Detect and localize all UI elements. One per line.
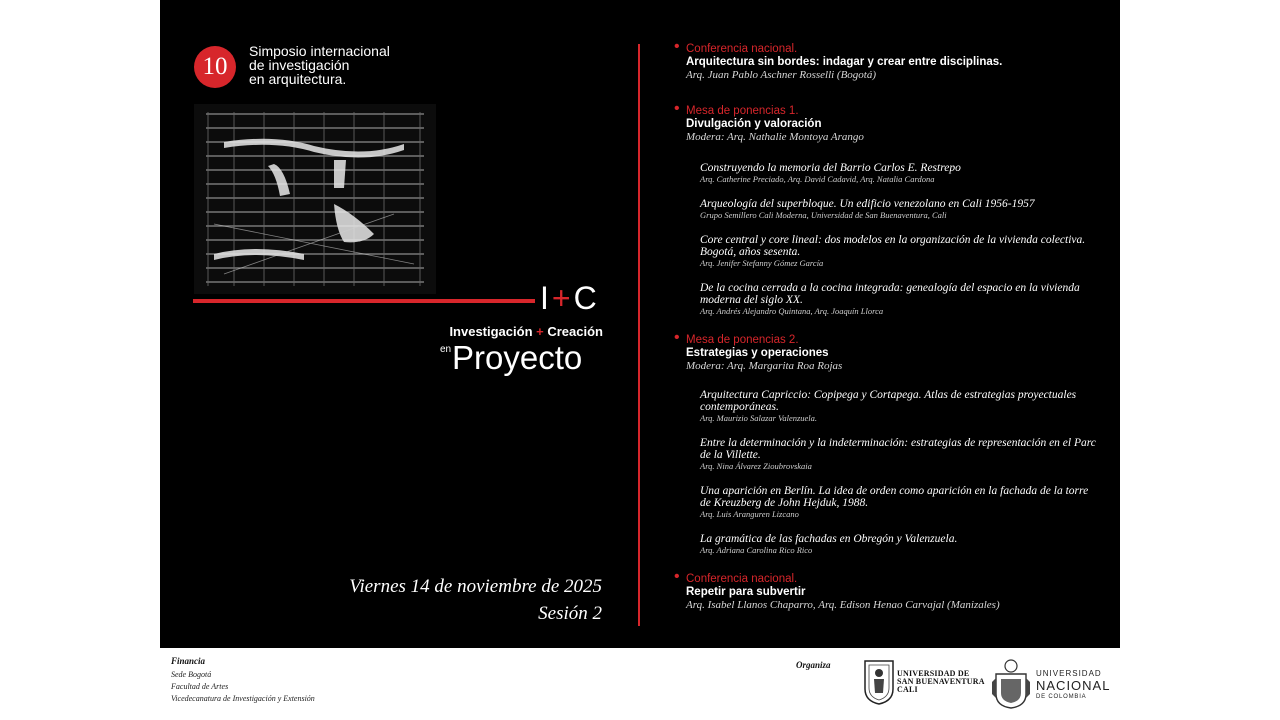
category-label: [674, 38, 1106, 56]
bullet-icon: •: [674, 568, 680, 585]
list-item: [700, 198, 1100, 221]
list-item: [700, 389, 1100, 424]
category-text: Conferencia nacional.: [686, 573, 798, 585]
category-text: Mesa de ponencias 2.: [686, 334, 799, 346]
conference-block-2: [674, 568, 1106, 612]
paper-authors: Arq. Jenifer Stefanny Gómez García: [700, 258, 824, 268]
vertical-red-divider: [638, 44, 640, 626]
ic-logo: [540, 280, 598, 316]
organiza-label: Organiza: [796, 660, 831, 670]
paper-title: La gramática de las fachadas en Obregón y Valenzuela.: [700, 533, 958, 545]
event-session: Sesión 2: [538, 603, 602, 624]
unal-name-line: DE COLOMBIA: [1036, 694, 1087, 700]
financia-line: Vicedecanatura de Investigación y Extensión: [171, 694, 315, 703]
unal-name-line: NACIONAL: [1036, 678, 1111, 693]
panel-block-1: [674, 100, 1106, 144]
speaker: Arq. Juan Pablo Aschner Rosselli (Bogotá): [686, 69, 877, 81]
session-title: Estrategias y operaciones: [686, 347, 829, 359]
symposium-title-line: de investigación: [249, 57, 350, 73]
paper-title: Una aparición en Berlín. La idea de orden como aparición en la fachada de la torre de Kreuzberg de John Hejduk, 1988.: [700, 485, 1089, 509]
paper-title: Construyendo la memoria del Barrio Carlos E. Restrepo: [700, 162, 961, 174]
session-title: Divulgación y valoración: [686, 118, 822, 130]
unal-name-line: UNIVERSIDAD: [1036, 669, 1102, 678]
list-item: [700, 234, 1100, 269]
paper-authors: Arq. Luis Aranguren Lizcano: [700, 509, 799, 519]
financia-line: Facultad de Artes: [171, 682, 229, 691]
category-text: Conferencia nacional.: [686, 43, 798, 55]
ic-subtitle-plus: +: [536, 324, 544, 339]
proyecto-title: Proyecto: [452, 339, 583, 376]
ic-subtitle-creacion: Creación: [547, 324, 603, 339]
symposium-title: [249, 44, 439, 86]
list-item: [700, 533, 1100, 556]
financia-line: Sede Bogotá: [171, 670, 212, 679]
category-label: [674, 100, 1106, 118]
paper-title: Arqueología del superbloque. Un edificio venezolano en Cali 1956-1957: [700, 198, 1035, 210]
paper-authors: Arq. Maurizio Salazar Valenzuela.: [700, 413, 818, 423]
usb-name-line: UNIVERSIDAD DE: [897, 669, 970, 678]
bullet-icon: •: [674, 38, 680, 55]
edition-number-badge: 10: [194, 46, 236, 88]
list-item: [700, 437, 1100, 472]
ic-subtitle-investigacion: Investigación: [449, 324, 533, 339]
category-text: Mesa de ponencias 1.: [686, 105, 799, 117]
ic-logo-plus: +: [551, 280, 572, 316]
ic-logo-i: I: [540, 280, 550, 316]
conference-block-1: [674, 38, 1106, 82]
session-title: Arquitectura sin bordes: indagar y crear entre disciplinas.: [686, 56, 1003, 68]
speaker: Arq. Isabel Llanos Chaparro, Arq. Edison Henao Carvajal (Manizales): [686, 599, 1000, 611]
session-title: Repetir para subvertir: [686, 586, 806, 598]
model-illustration: [194, 104, 436, 294]
moderator: Modera: Arq. Nathalie Montoya Arango: [686, 131, 864, 143]
list-item: [700, 485, 1100, 520]
bullet-icon: •: [674, 100, 680, 117]
paper-title: Entre la determinación y la indeterminación: estrategias de representación en el Parc de la Villette.: [700, 437, 1096, 461]
red-divider-line: [193, 299, 535, 303]
list-item: [700, 282, 1100, 317]
bullet-icon: •: [674, 329, 680, 346]
moderator: Modera: Arq. Margarita Roa Rojas: [686, 360, 843, 372]
paper-title: Arquitectura Capriccio: Copipega y Cortapega. Atlas de estrategias proyectuales contemporáneas.: [700, 389, 1077, 413]
poster: [160, 0, 1120, 648]
paper-authors: Arq. Catherine Preciado, Arq. David Cadavid, Arq. Natalia Cardona: [700, 174, 935, 184]
ic-logo-c: C: [573, 280, 598, 316]
category-label: [674, 568, 1106, 586]
list-item: [700, 162, 1100, 185]
usb-name: [897, 670, 985, 694]
event-date: Viernes 14 de noviembre de 2025: [349, 576, 602, 597]
category-label: [674, 329, 1106, 347]
symposium-title-line: en arquitectura.: [249, 71, 347, 87]
architecture-model-image: [194, 104, 436, 294]
footer-bar: [160, 648, 1120, 720]
paper-authors: Grupo Semillero Cali Moderna, Universidad de San Buenaventura, Cali: [700, 210, 947, 220]
en-label: en: [440, 344, 452, 355]
unal-crest-icon: [992, 658, 1030, 710]
usb-name-line: SAN BUENAVENTURA: [897, 677, 985, 686]
paper-authors: Arq. Andrés Alejandro Quintana, Arq. Joaquín Llorca: [700, 306, 884, 316]
left-letterbox: [0, 0, 160, 720]
unal-name: [1036, 669, 1110, 701]
paper-authors: Arq. Adriana Carolina Rico Rico: [700, 545, 813, 555]
paper-title: De la cocina cerrada a la cocina integrada: genealogía del espacio en la vivienda moderna del siglo XX.: [700, 282, 1080, 306]
usb-crest-icon: [863, 659, 895, 705]
symposium-title-line: Simposio internacional: [249, 43, 390, 59]
right-letterbox: [1120, 0, 1280, 720]
paper-authors: Arq. Nina Álvarez Zioubrovskaia: [700, 461, 812, 471]
panel-block-2: [674, 329, 1106, 373]
financia-label: Financia: [171, 656, 206, 666]
paper-title: Core central y core lineal: dos modelos en la organización de la vivienda colectiva. Bogotá, años sesenta.: [700, 234, 1086, 258]
usb-name-line: CALI: [897, 685, 918, 694]
